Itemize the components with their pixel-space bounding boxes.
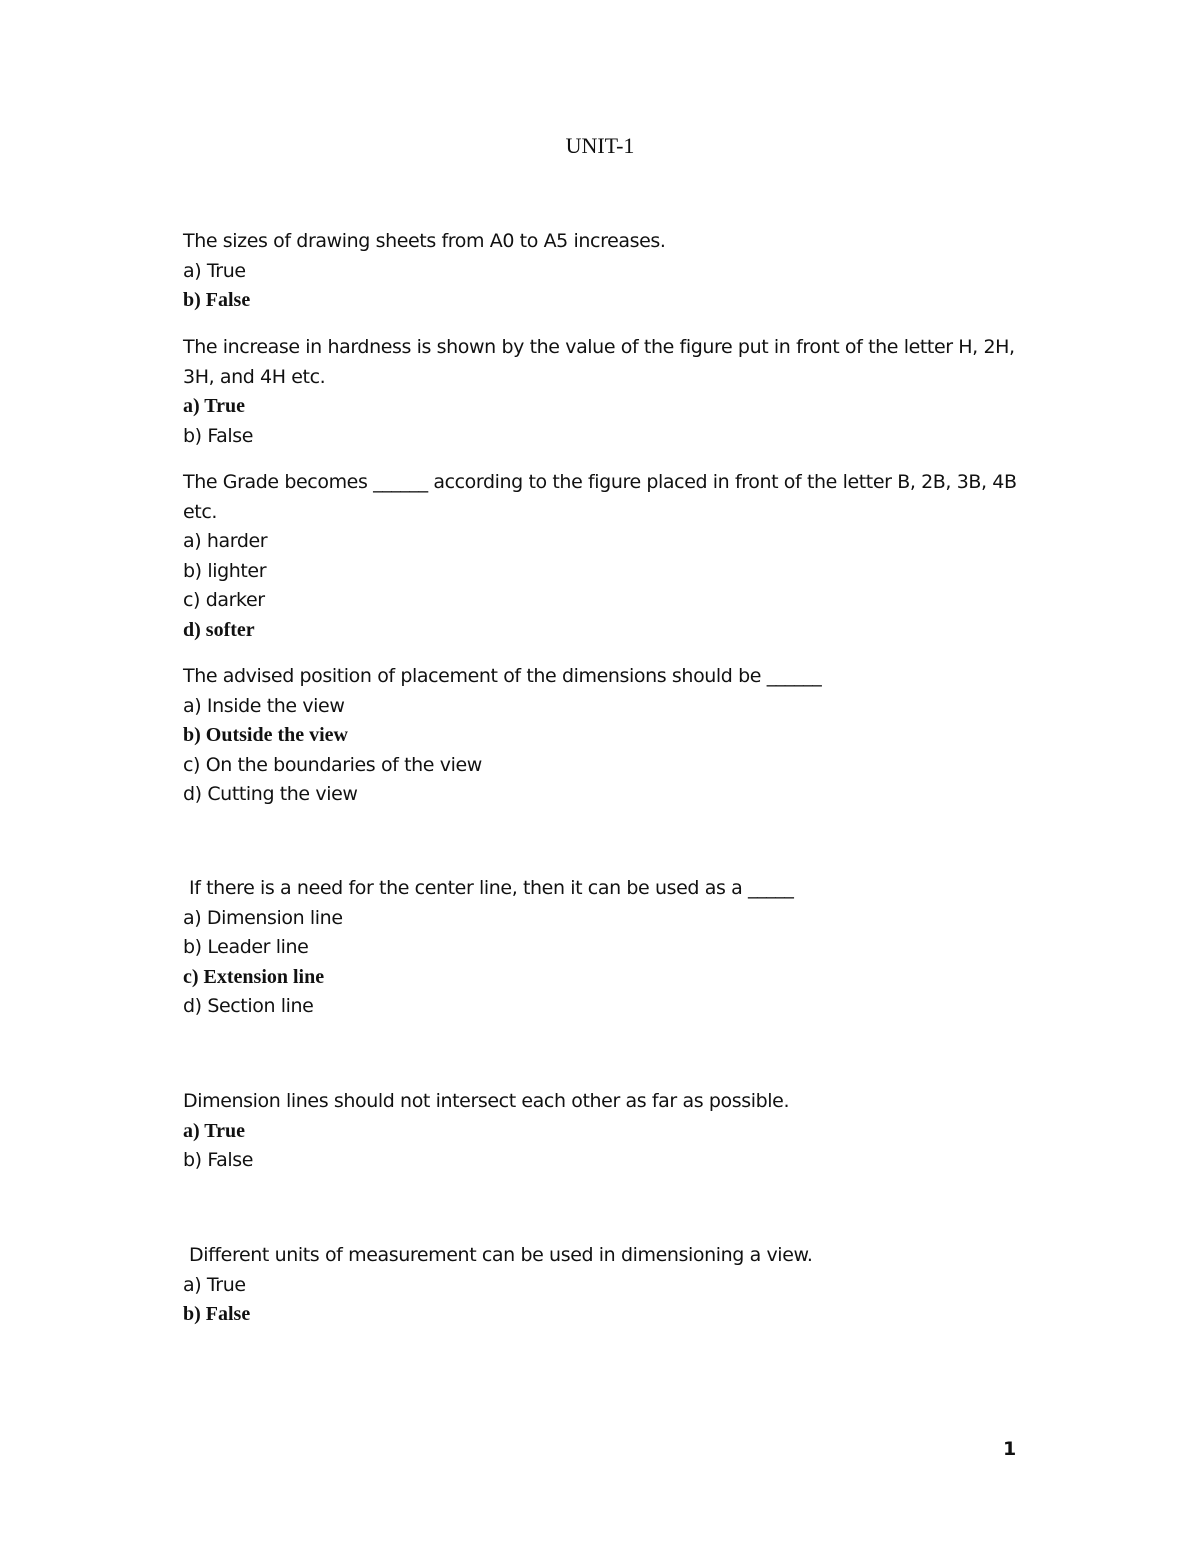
option-correct: b) False	[183, 1303, 251, 1325]
question-block	[183, 874, 1023, 1022]
option: c) darker	[183, 589, 265, 611]
question-block	[183, 662, 1023, 810]
option: a) harder	[183, 530, 268, 552]
option: b) lighter	[183, 559, 267, 582]
option: d) Cutting the view	[183, 783, 358, 805]
option-correct: c) Extension line	[183, 965, 325, 988]
option: a) True	[183, 259, 246, 282]
question-text: If there is a need for the center line, then it can be used as a _____	[189, 877, 794, 899]
question-block	[183, 1087, 1023, 1176]
option: d) Section line	[183, 995, 314, 1017]
option-correct: a) True	[183, 1119, 246, 1142]
question-text: The increase in hardness is shown by the value of the figure put in front of the letter H, 2H, 3H, and 4H etc.	[183, 336, 1015, 388]
page-number: 1	[1003, 1438, 1017, 1460]
question-text: The advised position of placement of the dimensions should be ______	[183, 665, 822, 687]
option-correct: d) softer	[183, 618, 255, 641]
option: a) Dimension line	[183, 906, 343, 929]
question-text: Dimension lines should not intersect each other as far as possible.	[183, 1090, 790, 1112]
question-block	[183, 468, 1023, 645]
option: a) True	[183, 1273, 246, 1296]
question-text: The sizes of drawing sheets from A0 to A5 increases.	[183, 230, 666, 252]
option: b) Leader line	[183, 936, 309, 958]
question-block	[183, 1241, 1023, 1330]
question-block	[183, 333, 1023, 451]
option: c) On the boundaries of the view	[183, 753, 482, 776]
page-title: UNIT-1	[565, 133, 635, 158]
option: b) False	[183, 1149, 254, 1171]
option-correct: a) True	[183, 395, 246, 417]
question-block	[183, 227, 1023, 316]
option-correct: b) Outside the view	[183, 724, 348, 746]
option: a) Inside the view	[183, 694, 345, 717]
option: b) False	[183, 424, 254, 447]
question-text: The Grade becomes ______ according to the figure placed in front of the letter B, 2B, 3B, 4B etc.	[183, 471, 1017, 523]
question-text: Different units of measurement can be used in dimensioning a view.	[189, 1244, 813, 1266]
option-correct: b) False	[183, 289, 251, 311]
